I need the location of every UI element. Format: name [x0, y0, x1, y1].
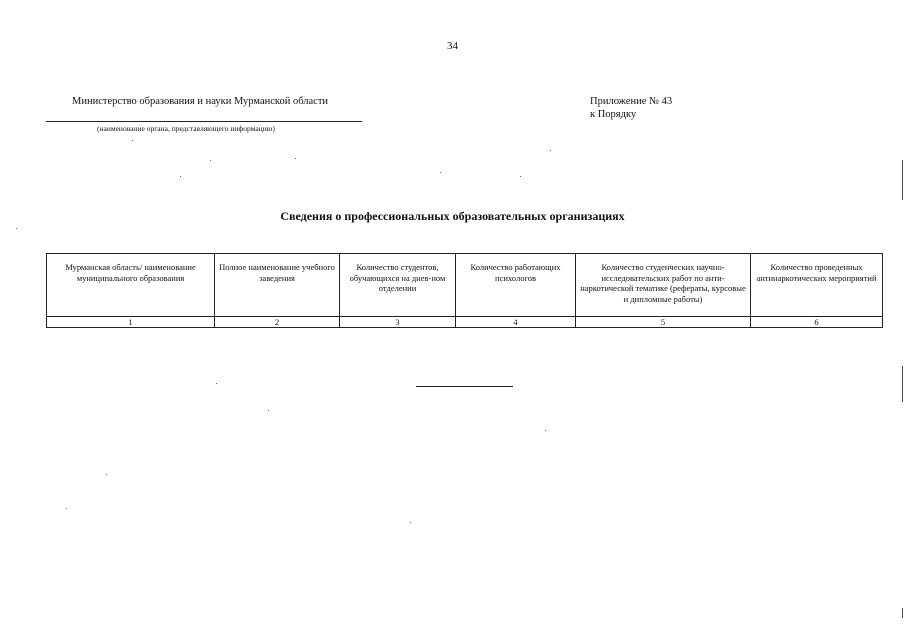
scan-speck [268, 410, 269, 411]
column-number: 3 [340, 317, 456, 328]
scan-speck [550, 150, 551, 151]
scan-speck [520, 176, 521, 177]
table-number-row [47, 317, 883, 328]
table-header-row [47, 254, 883, 317]
column-number: 5 [576, 317, 751, 328]
column-number: 1 [47, 317, 215, 328]
header-cell-region: Мурманская область/ наименование муниципального образования [47, 254, 215, 317]
column-number: 6 [751, 317, 883, 328]
appendix-reference [590, 95, 672, 121]
appendix-number: Приложение № 43 [590, 96, 673, 107]
organization-caption: (наименование органа, представляющего информацию) [97, 124, 275, 133]
header-cell-students: Количество студентов, обучающихся на днев-ном отделении [340, 254, 456, 317]
scan-speck [132, 140, 133, 141]
header-cell-institution: Полное наименование учебного заведения [215, 254, 340, 317]
scan-edge-mark [902, 160, 903, 200]
scan-speck [440, 172, 441, 173]
scan-speck [210, 160, 211, 161]
report-table [46, 253, 883, 328]
scan-speck [545, 430, 546, 431]
page-number: 34 [447, 40, 458, 52]
column-number: 2 [215, 317, 340, 328]
header-cell-research-works: Количество студенческих научно-исследовательских работ по анти-наркотической тематике (рефераты, курсовые и дипломные работы) [576, 254, 751, 317]
appendix-order: к Порядку [590, 109, 637, 120]
scan-speck [180, 176, 181, 177]
header-cell-events: Количество проведенных антинаркотических мероприятий [751, 254, 883, 317]
scan-edge-mark [902, 366, 903, 402]
scan-speck [410, 522, 411, 523]
scan-speck [295, 158, 296, 159]
organization-name: Министерство образования и науки Мурманской области [72, 96, 329, 107]
scan-speck [216, 383, 217, 384]
document-title: Сведения о профессиональных образовательных организациях [280, 209, 625, 223]
organization-underline [46, 121, 362, 122]
closing-rule [416, 386, 513, 387]
scan-edge-mark [902, 608, 903, 618]
scan-speck [66, 508, 67, 509]
scan-speck [16, 228, 17, 229]
header-cell-psychologists: Количество работающих психологов [456, 254, 576, 317]
scan-speck [106, 474, 107, 475]
column-number: 4 [456, 317, 576, 328]
